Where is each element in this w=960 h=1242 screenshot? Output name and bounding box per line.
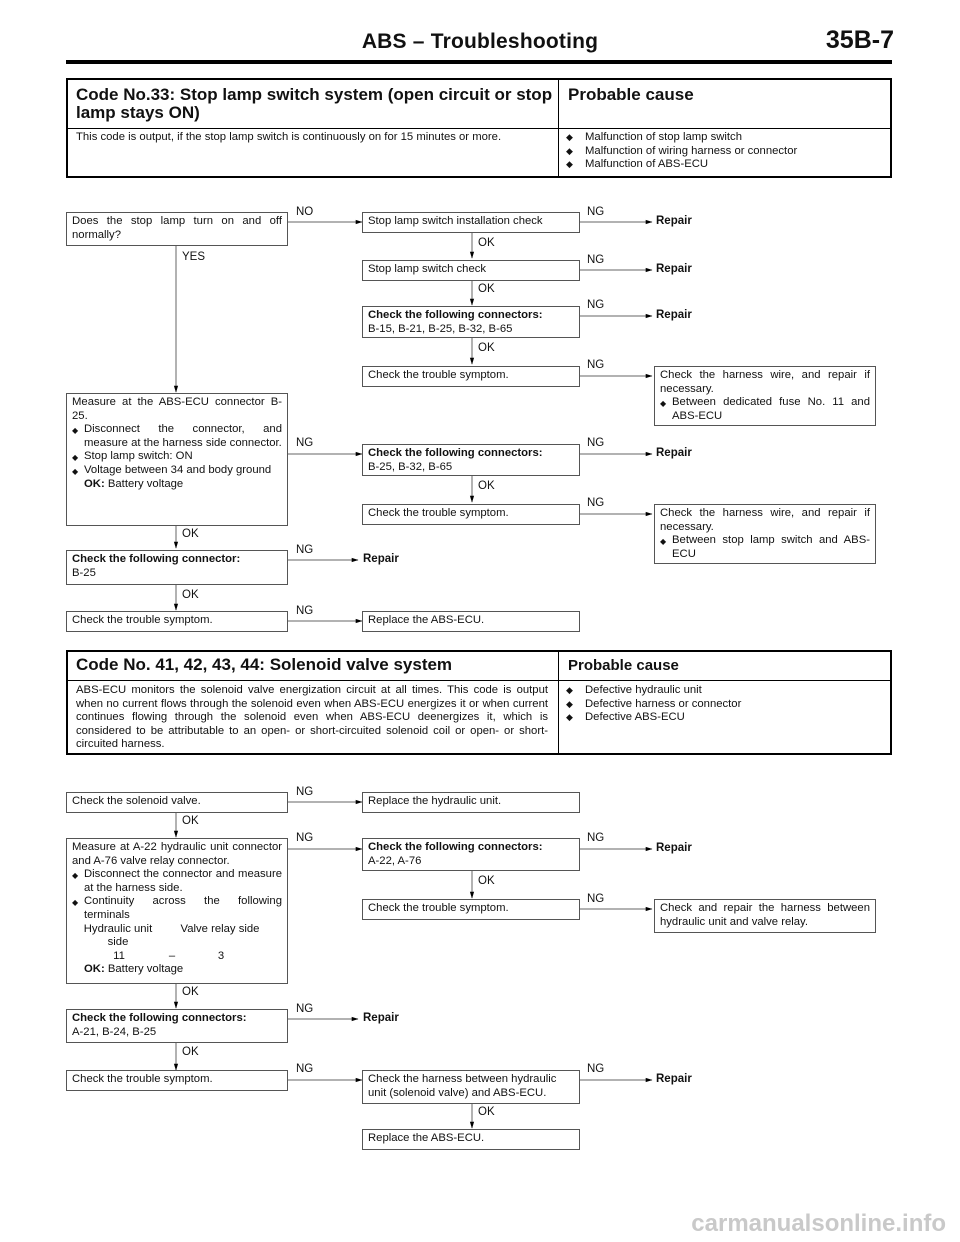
conn-b-title: Check the following connectors:	[72, 1012, 247, 1024]
yes-label: YES	[182, 251, 206, 263]
ok-criteria-label: OK:	[84, 477, 105, 490]
trouble-b-text: Check the trouble symptom.	[72, 1073, 213, 1085]
replace-ecu2-text: Replace the ABS-ECU.	[368, 1132, 485, 1144]
repair-result: Repair	[656, 447, 692, 459]
ok-criteria-value: Battery voltage	[107, 477, 184, 490]
no-label: NO	[296, 206, 314, 218]
ok-label: OK	[478, 1106, 495, 1118]
repair-result: Repair	[656, 215, 692, 227]
ng-label: NG	[296, 437, 314, 449]
measure-b25-title: Measure at the ABS-ECU connector B-25.	[72, 396, 282, 422]
ng-label: NG	[587, 497, 605, 509]
repair-result: Repair	[363, 553, 399, 565]
check-solenoid-box	[66, 792, 288, 813]
page-number: 35B-7	[825, 26, 894, 54]
repair-result: Repair	[656, 842, 692, 854]
conn-check3-title: Check the following connector:	[72, 553, 241, 565]
harness-b-box	[362, 1070, 580, 1104]
harness-a-box	[654, 899, 876, 933]
repair-result: Repair	[363, 1012, 399, 1024]
ok-label: OK	[182, 1046, 199, 1058]
ng-label: NG	[587, 359, 605, 371]
conn-check2-title: Check the following connectors:	[368, 447, 543, 459]
terminal-val-hydraulic: 11	[113, 949, 125, 962]
ng-label: NG	[296, 786, 314, 798]
ng-label: NG	[587, 437, 605, 449]
cause-item: ◆ Malfunction of stop lamp switch	[566, 131, 886, 145]
check-solenoid-text: Check the solenoid valve.	[72, 795, 201, 807]
conn-check3-list: B-25	[72, 566, 96, 579]
ok-label: OK	[182, 528, 199, 540]
cause-item: ◆ Defective harness or connector	[566, 698, 886, 712]
ng-label: NG	[587, 206, 605, 218]
cause-item: ◆ Defective hydraulic unit	[566, 684, 886, 698]
ng-label: NG	[296, 832, 314, 844]
code33-description: This code is output, if the stop lamp switch is continuously on for 15 minutes or more.	[76, 131, 502, 143]
ng-label: NG	[587, 1063, 605, 1075]
ok-label: OK	[478, 875, 495, 887]
conn-a-list: A-22, A-76	[368, 854, 422, 867]
trouble2-text: Check the trouble symptom.	[368, 507, 509, 519]
replace-hydraulic-text: Replace the hydraulic unit.	[368, 795, 502, 807]
trouble-a-text: Check the trouble symptom.	[368, 902, 509, 914]
cause-item: ◆ Defective ABS-ECU	[566, 711, 886, 725]
measure-item: ◆ Disconnect the connector, and measure at the harness side connector.	[72, 423, 282, 450]
terminal-table	[72, 923, 282, 963]
install-check-text: Stop lamp switch installation check	[368, 215, 543, 227]
harness2-item: ◆ Between stop lamp switch and ABS-ECU	[660, 534, 870, 561]
page-title: ABS – Troubleshooting	[361, 30, 599, 53]
terminal-dash: –	[168, 949, 176, 962]
measure-item: ◆ Stop lamp switch: ON	[72, 450, 282, 464]
repair-result: Repair	[656, 309, 692, 321]
harness-b-text: Check the harness between hydraulic unit (solenoid valve) and ABS-ECU.	[368, 1073, 557, 1099]
code33-cause-header: Probable cause	[568, 85, 694, 104]
replace-ecu-text: Replace the ABS-ECU.	[368, 614, 485, 626]
conn-b-list: A-21, B-24, B-25	[72, 1025, 157, 1038]
ok-label: OK	[478, 342, 495, 354]
conn-a-title: Check the following connectors:	[368, 841, 543, 853]
ok-label: OK	[478, 480, 495, 492]
replace-hydraulic-box	[362, 792, 580, 813]
trouble-b-box	[66, 1070, 288, 1091]
ng-label: NG	[587, 299, 605, 311]
trouble-a-box	[362, 899, 580, 920]
trouble1-text: Check the trouble symptom.	[368, 369, 509, 381]
measure-item: ◆ Disconnect the connector and measure at the harness side.	[72, 868, 282, 895]
ok-label: OK	[182, 589, 199, 601]
ng-label: NG	[296, 605, 314, 617]
harness2-text: Check the harness wire, and repair if necessary.	[660, 507, 870, 533]
measure-a22-box	[66, 838, 288, 984]
ok-criteria-label: OK:	[84, 962, 105, 975]
terminal-col-hydraulic: Hydraulic unit side	[83, 922, 153, 949]
code41-description: ABS-ECU monitors the solenoid valve energization circuit at all times. This code is output when no current flows through the solenoid even when ABS-ECU energizes it or when current continues flowing through the solenoid even when ABS-ECU deenergizes it, which is considered to be attributable to an open- or short-circuited solenoid coil or open- or short-circuited harness.	[76, 684, 548, 751]
repair-result: Repair	[656, 263, 692, 275]
conn-check1-title: Check the following connectors:	[368, 309, 543, 321]
replace-ecu2-box	[362, 1129, 580, 1150]
code41-cause-header: Probable cause	[568, 657, 679, 674]
harness1-item: ◆ Between dedicated fuse No. 11 and ABS-ECU	[660, 396, 870, 423]
q-stop-lamp-text: Does the stop lamp turn on and off normally?	[72, 215, 282, 241]
watermark: carmanualsonline.info	[691, 1210, 946, 1237]
ok-criteria-value: Battery voltage	[107, 962, 184, 975]
conn-check1-list: B-15, B-21, B-25, B-32, B-65	[368, 322, 513, 335]
conn-check2-list: B-25, B-32, B-65	[368, 460, 453, 473]
ng-label: NG	[296, 1063, 314, 1075]
ok-label: OK	[478, 237, 495, 249]
harness1-text: Check the harness wire, and repair if necessary.	[660, 369, 870, 395]
ng-label: NG	[587, 254, 605, 266]
harness-a-text: Check and repair the harness between hydraulic unit and valve relay.	[660, 902, 870, 928]
ng-label: NG	[587, 832, 605, 844]
cause-item: ◆ Malfunction of ABS-ECU	[566, 158, 886, 172]
ng-label: NG	[296, 1003, 314, 1015]
conn-a-box	[362, 838, 580, 871]
switch-check-text: Stop lamp switch check	[368, 263, 487, 275]
code33-title: Code No.33: Stop lamp switch system (open circuit or stop lamp stays ON)	[76, 85, 553, 122]
ok-label: OK	[182, 815, 199, 827]
code41-title: Code No. 41, 42, 43, 44: Solenoid valve system	[76, 655, 453, 674]
measure-item: ◆ Continuity across the following terminals	[72, 895, 282, 922]
ok-label: OK	[182, 986, 199, 998]
cause-item: ◆ Malfunction of wiring harness or connector	[566, 145, 886, 159]
trouble3-text: Check the trouble symptom.	[72, 614, 213, 626]
ng-label: NG	[587, 893, 605, 905]
ng-label: NG	[296, 544, 314, 556]
terminal-val-relay: 3	[217, 949, 225, 962]
repair-result: Repair	[656, 1073, 692, 1085]
ok-label: OK	[478, 283, 495, 295]
terminal-col-relay: Valve relay side	[180, 922, 260, 935]
measure-a22-title: Measure at A-22 hydraulic unit connector and A-76 valve relay connector.	[72, 841, 282, 867]
measure-item: ◆ Voltage between 34 and body ground	[72, 464, 282, 478]
conn-b-box	[66, 1009, 288, 1043]
